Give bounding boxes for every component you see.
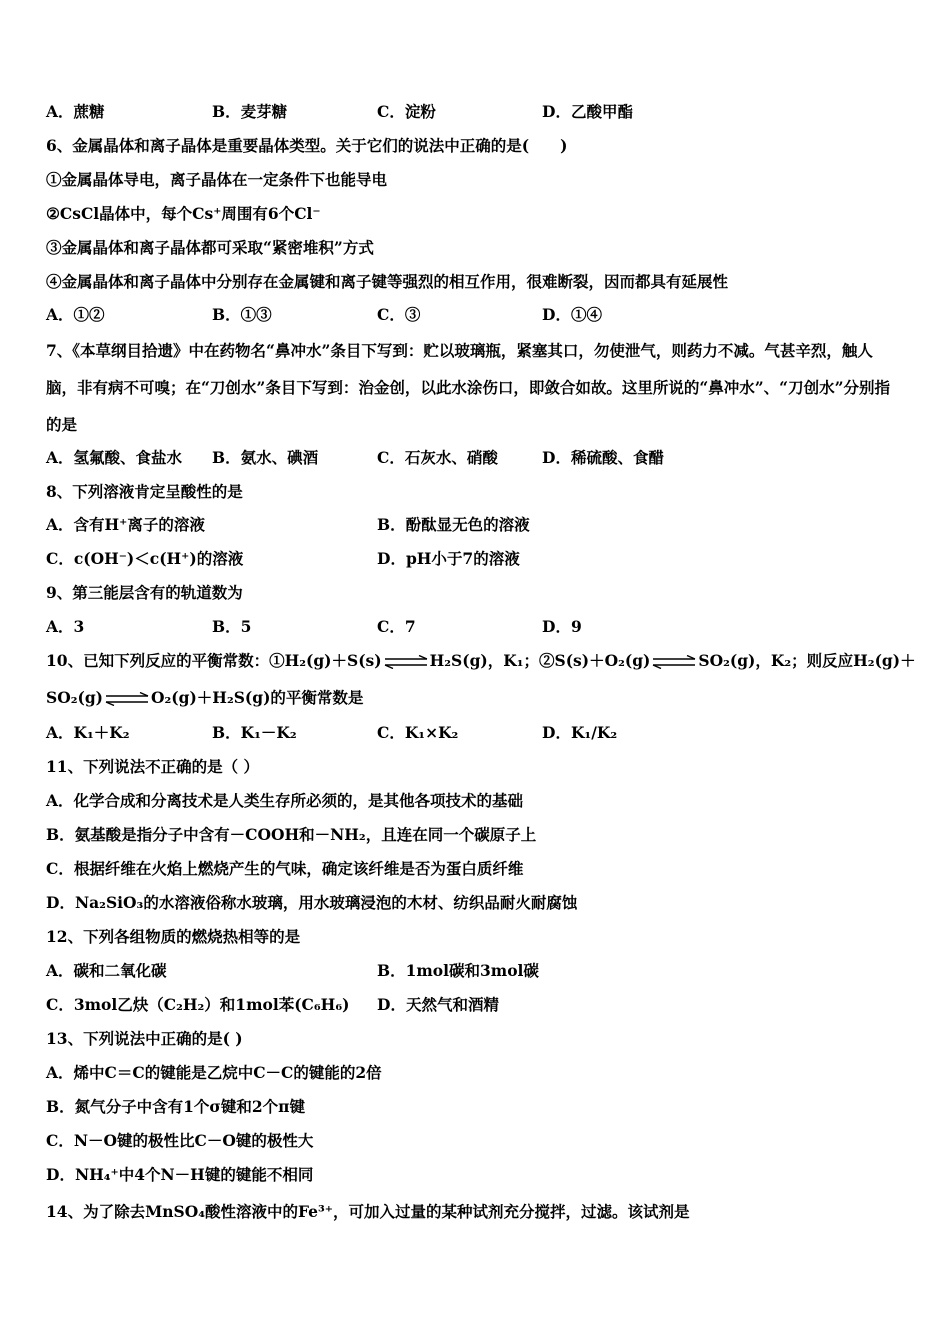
q9-stem: 9、第三能层含有的轨道数为: [46, 583, 243, 602]
q7-option-d: D．稀硫酸、食醋: [542, 448, 664, 467]
q11-option-d: D．Na₂SiO₃的水溶液俗称水玻璃，用水玻璃浸泡的木材、纺织品耐火耐腐蚀: [46, 893, 578, 912]
q13-stem: 13、下列说法中正确的是( ): [46, 1029, 243, 1048]
q7-option-b: B．氨水、碘酒: [212, 448, 319, 467]
q5-option-c: C．淀粉: [377, 102, 436, 121]
q12-option-b: B．1mol碳和3mol碳: [377, 961, 539, 980]
q6-option-d: D．①④: [542, 305, 602, 324]
equilibrium-arrow-icon: [383, 655, 429, 669]
q12-option-a: A．碳和二氧化碳: [46, 961, 167, 980]
q8-stem: 8、下列溶液肯定呈酸性的是: [46, 482, 243, 501]
q13-option-a: A．烯中C＝C的键能是乙烷中C－C的键能的2倍: [46, 1063, 382, 1082]
q13-option-c: C．N－O键的极性比C－O键的极性大: [46, 1131, 314, 1150]
q10-line-2: [46, 688, 363, 708]
q6-statement-3: ③金属晶体和离子晶体都可采取“紧密堆积”方式: [46, 238, 374, 257]
q6-option-b: B．①③: [212, 305, 272, 324]
q8-option-b: B．酚酞显无色的溶液: [377, 515, 530, 534]
q10-text-2b: O₂(g)＋H₂S(g)的平衡常数是: [151, 688, 364, 707]
equilibrium-arrow-icon: [104, 692, 150, 706]
q14-stem: 14、为了除去MnSO₄酸性溶液中的Fe³⁺，可加入过量的某种试剂充分搅拌，过滤。该试剂是: [46, 1202, 690, 1221]
q11-option-c: C．根据纤维在火焰上燃烧产生的气味，确定该纤维是否为蛋白质纤维: [46, 859, 524, 878]
q5-option-b: B．麦芽糖: [212, 102, 288, 121]
q8-option-c: C．c(OH⁻)＜c(H⁺)的溶液: [46, 549, 244, 568]
q9-option-b: B．5: [212, 617, 252, 636]
q6-statement-4: ④金属晶体和离子晶体中分别存在金属键和离子键等强烈的相互作用，很难断裂，因而都具有延展性: [46, 272, 729, 291]
q10-text-1c: SO₂(g)，K₂；则反应H₂(g)＋: [698, 651, 916, 670]
q9-option-d: D．9: [542, 617, 582, 636]
q6-option-c: C．③: [377, 305, 421, 324]
q11-stem: 11、下列说法不正确的是（ ）: [46, 757, 259, 776]
q10-line-1: [46, 651, 916, 671]
q10-text-1b: H₂S(g)，K₁；②S(s)＋O₂(g): [429, 651, 651, 670]
q8-option-d: D．pH小于7的溶液: [377, 549, 520, 568]
q11-option-a: A．化学合成和分离技术是人类生存所必须的，是其他各项技术的基础: [46, 791, 524, 810]
q8-option-a: A．含有H⁺离子的溶液: [46, 515, 205, 534]
q9-option-c: C．7: [377, 617, 416, 636]
q12-stem: 12、下列各组物质的燃烧热相等的是: [46, 927, 301, 946]
q6-statement-2: ②CsCl晶体中，每个Cs⁺周围有6个Cl⁻: [46, 204, 321, 223]
equilibrium-arrow-icon: [651, 655, 697, 669]
q9-option-a: A．3: [46, 617, 85, 636]
q12-option-d: D．天然气和酒精: [377, 995, 499, 1014]
q10-option-a: A．K₁＋K₂: [46, 723, 130, 742]
q7-option-a: A．氢氟酸、食盐水: [46, 448, 183, 467]
q5-option-d: D．乙酸甲酯: [542, 102, 633, 121]
q13-option-b: B．氮气分子中含有1个σ键和2个π键: [46, 1097, 305, 1116]
q7-option-c: C．石灰水、硝酸: [377, 448, 498, 467]
q10-option-b: B．K₁－K₂: [212, 723, 297, 742]
q10-option-c: C．K₁×K₂: [377, 723, 459, 742]
q6-stem: 6、金属晶体和离子晶体是重要晶体类型。关于它们的说法中正确的是( ): [46, 136, 568, 155]
q11-option-b: B．氨基酸是指分子中含有－COOH和－NH₂，且连在同一个碳原子上: [46, 825, 537, 844]
q10-text-2a: SO₂(g): [46, 688, 103, 707]
q12-option-c: C．3mol乙炔（C₂H₂）和1mol苯(C₆H₆): [46, 995, 350, 1014]
q6-statement-1: ①金属晶体导电，离子晶体在一定条件下也能导电: [46, 170, 388, 189]
q6-option-a: A．①②: [46, 305, 105, 324]
q7-stem: 7、《本草纲目拾遗》中在药物名“鼻冲水”条目下写到：贮以玻璃瓶，紧塞其口，勿使泄气，则药力不减。气甚辛烈，触人脑，非有病不可嗅；在“刀创水”条目下写到：治金创，以此水涂伤口，即敛合如故。这里所说的“鼻冲水”、“刀创水”分别指的是: [46, 341, 890, 434]
q5-option-a: A．蔗糖: [46, 102, 105, 121]
q10-option-d: D．K₁/K₂: [542, 723, 618, 742]
q13-option-d: D．NH₄⁺中4个N－H键的键能不相同: [46, 1165, 314, 1184]
q10-text-1a: 10、已知下列反应的平衡常数：①H₂(g)＋S(s): [46, 651, 382, 670]
